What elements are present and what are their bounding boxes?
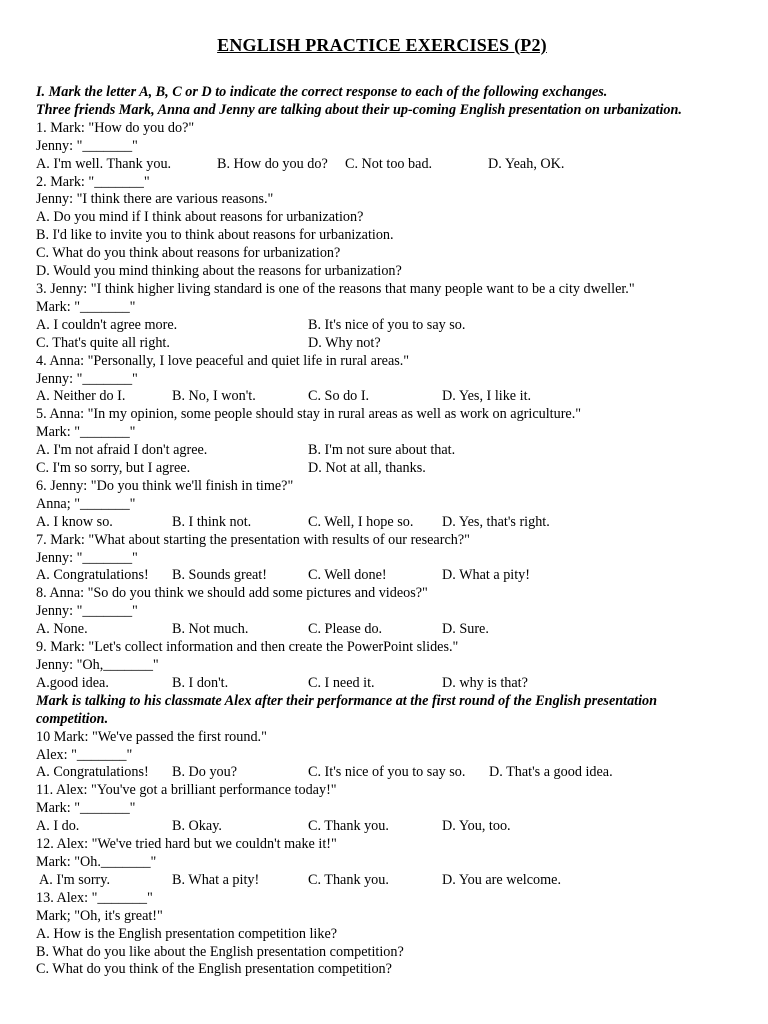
option-b: B. What do you like about the English presentation competition? (36, 943, 404, 960)
option-d: D. Not at all, thanks. (308, 460, 426, 477)
option-a: A. How is the English presentation competition like? (36, 925, 338, 942)
answer-options (36, 335, 728, 353)
question-reply: Mark: "_______" (36, 424, 136, 441)
option-d: D. You, too. (442, 818, 511, 835)
option-b: B. I'm not sure about that. (308, 442, 456, 459)
question-prompt: 10 Mark: "We've passed the first round." (36, 728, 267, 745)
option-c: C. What do you think about reasons for urbanization? (36, 245, 341, 262)
question-prompt: 2. Mark: "_______" (36, 173, 150, 190)
option-c: C. So do I. (308, 388, 370, 405)
question-prompt: 13. Alex: "_______" (36, 889, 153, 906)
answer-options (36, 567, 728, 585)
context-text: Three friends Mark, Anna and Jenny are talking about their up-coming English presentation on urbanization. (36, 101, 682, 118)
question-reply: Jenny: "Oh,_______" (36, 657, 159, 673)
option-b: B. How do you do? (217, 155, 328, 172)
answer-options (36, 872, 728, 890)
option-d: D. You are welcome. (442, 871, 561, 888)
question-reply: Jenny: "_______" (36, 603, 138, 620)
question-prompt: 7. Mark: "What about starting the presentation with results of our research?" (36, 531, 470, 548)
question-prompt: 9. Mark: "Let's collect information and then create the PowerPoint slides." (36, 639, 459, 656)
answer-options (36, 514, 728, 532)
option-a: A. None. (36, 621, 88, 638)
option-b: B. No, I won't. (172, 388, 256, 405)
option-d: D. why is that? (442, 674, 528, 691)
option-d: D. That's a good idea. (489, 764, 613, 781)
answer-options (36, 442, 728, 460)
option-a: A. Do you mind if I think about reasons for urbanization? (36, 209, 364, 226)
question-reply: Anna; "_______" (36, 495, 136, 512)
question-prompt: 1. Mark: "How do you do?" (36, 119, 195, 136)
option-b: B. I don't. (172, 674, 229, 691)
question-reply: Jenny: "I think there are various reasons." (36, 191, 274, 208)
option-d: D. Would you mind thinking about the reasons for urbanization? (36, 263, 402, 280)
answer-options (36, 764, 728, 782)
option-b: B. Not much. (172, 621, 249, 638)
option-a: A.good idea. (36, 674, 109, 691)
option-b: B. Sounds great! (172, 567, 267, 584)
question-prompt: 6. Jenny: "Do you think we'll finish in time?" (36, 477, 294, 494)
answer-options (36, 317, 728, 335)
option-a: A. Congratulations! (36, 567, 149, 584)
question-reply: Jenny: "_______" (36, 370, 138, 387)
option-a: A. Congratulations! (36, 764, 149, 781)
option-c: C. Thank you. (308, 871, 389, 888)
option-d: D. Yes, I like it. (442, 388, 532, 405)
question-prompt: 3. Jenny: "I think higher living standard is one of the reasons that many people want to be a city dweller." (36, 280, 635, 297)
question-prompt: 4. Anna: "Personally, I love peaceful and quiet life in rural areas." (36, 352, 410, 369)
option-d: D. Yes, that's right. (442, 513, 550, 530)
option-a: A. I know so. (36, 513, 113, 530)
option-c: C. Well done! (308, 567, 387, 584)
question-prompt: 11. Alex: "You've got a brilliant performance today!" (36, 782, 337, 799)
option-c: C. Thank you. (308, 818, 389, 835)
answer-options (36, 621, 728, 639)
option-c: C. I'm so sorry, but I agree. (36, 460, 191, 477)
option-c: C. It's nice of you to say so. (308, 764, 466, 781)
option-d: D. What a pity! (442, 567, 530, 584)
answer-options (36, 388, 728, 406)
question-reply: Mark: "Oh._______" (36, 853, 157, 870)
question-prompt: 12. Alex: "We've tried hard but we couldn't make it!" (36, 836, 337, 853)
option-d: D. Sure. (442, 621, 489, 638)
option-b: B. Do you? (172, 764, 238, 781)
option-c: C. I need it. (308, 674, 375, 691)
question-reply: Mark; "Oh, it's great!" (36, 907, 163, 924)
option-b: B. Okay. (172, 818, 222, 835)
section-heading: I. Mark the letter A, B, C or D to indicate the correct response to each of the following exchanges. (36, 84, 608, 100)
answer-options (36, 460, 728, 478)
question-reply: Mark: "_______" (36, 800, 136, 817)
option-a: A. I'm well. Thank you. (36, 155, 172, 172)
question-reply: Jenny: "_______" (36, 549, 138, 566)
option-d: D. Why not? (308, 334, 381, 351)
option-c: C. That's quite all right. (36, 334, 170, 351)
option-a: A. I'm not afraid I don't agree. (36, 442, 208, 459)
option-c: C. Please do. (308, 621, 383, 638)
answer-options (36, 818, 728, 836)
answer-options (36, 156, 728, 174)
option-c: C. What do you think of the English presentation competition? (36, 961, 392, 978)
question-reply: Jenny: "_______" (36, 137, 138, 154)
page-title: ENGLISH PRACTICE EXERCISES (P2) (217, 35, 547, 55)
option-d: D. Yeah, OK. (488, 155, 565, 172)
option-c: C. Well, I hope so. (308, 513, 414, 530)
option-a: A. I'm sorry. (39, 871, 110, 888)
option-b: B. I think not. (172, 513, 252, 530)
option-a: A. I do. (36, 818, 80, 835)
option-a: A. I couldn't agree more. (36, 316, 178, 333)
question-reply: Alex: "_______" (36, 746, 133, 763)
option-a: A. Neither do I. (36, 388, 126, 405)
context-text: Mark is talking to his classmate Alex after their performance at the first round of the English presentation competition. (36, 692, 658, 727)
option-c: C. Not too bad. (345, 155, 433, 172)
option-b: B. I'd like to invite you to think about reasons for urbanization. (36, 227, 394, 244)
option-b: B. What a pity! (172, 871, 260, 888)
answer-options (36, 675, 728, 693)
question-reply: Mark: "_______" (36, 298, 136, 315)
question-prompt: 5. Anna: "In my opinion, some people should stay in rural areas as well as work on agriculture." (36, 406, 582, 423)
question-prompt: 8. Anna: "So do you think we should add some pictures and videos?" (36, 585, 428, 602)
option-b: B. It's nice of you to say so. (308, 316, 466, 333)
